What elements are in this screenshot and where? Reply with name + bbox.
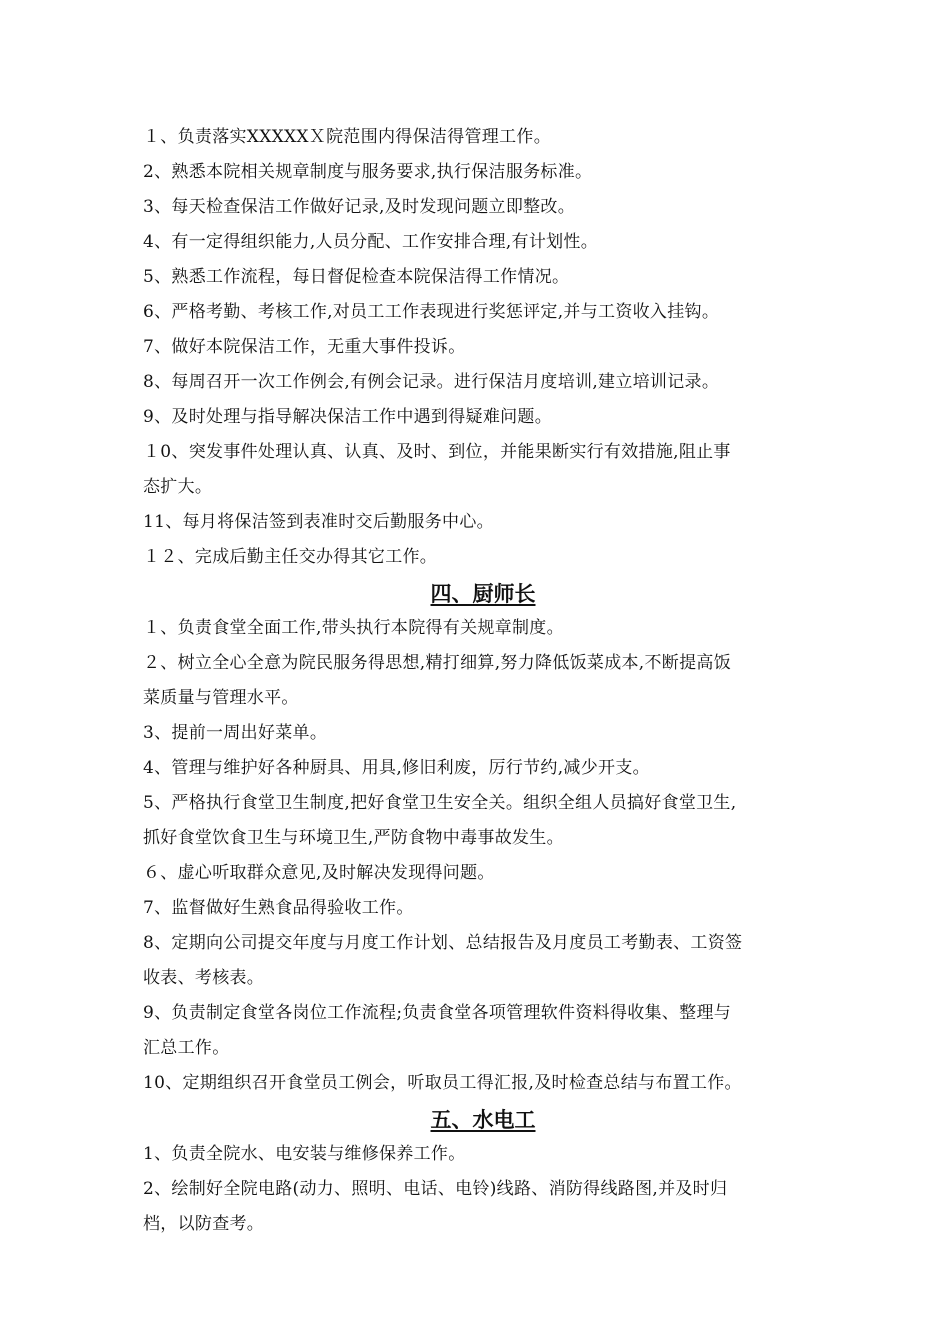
duty-item-continuation: 菜质量与管理水平。	[143, 688, 299, 708]
section-head-chef-duties	[143, 611, 823, 1101]
duty-item: ６、虚心听取群众意见,及时解决发现得问题。	[143, 863, 495, 883]
duty-item: １２、完成后勤主任交办得其它工作。	[143, 547, 438, 567]
duty-item: 2、熟悉本院相关规章制度与服务要求,执行保洁服务标准。	[143, 162, 593, 182]
duty-item: 4、有一定得组织能力,人员分配、工作安排合理,有计划性。	[143, 232, 599, 252]
duty-item-continuation: 汇总工作。	[143, 1038, 230, 1058]
duty-item-continuation: 抓好食堂饮食卫生与环境卫生,严防食物中毒事故发生。	[143, 828, 564, 848]
duty-item: 3、每天检查保洁工作做好记录,及时发现问题立即整改。	[143, 197, 576, 217]
duty-item: 6、严格考勤、考核工作,对员工工作表现进行奖惩评定,并与工资收入挂钩。	[143, 302, 720, 322]
duty-item: 7、做好本院保洁工作，无重大事件投诉。	[143, 337, 466, 357]
document-body	[143, 120, 823, 1242]
duty-item: 8、每周召开一次工作例会,有例会记录。进行保洁月度培训,建立培训记录。	[143, 372, 720, 392]
duty-item: 5、严格执行食堂卫生制度,把好食堂卫生安全关。组织全组人员搞好食堂卫生,	[143, 793, 737, 813]
duty-item: 1、负责全院水、电安装与维修保养工作。	[143, 1144, 466, 1164]
section-cleaning-supervisor-duties	[143, 120, 823, 575]
section-heading-head-chef: 四、厨师长	[430, 581, 536, 606]
duty-item: １、负责落实XXXXXＸ院范围内得保洁得管理工作。	[143, 127, 552, 147]
duty-item: 3、提前一周出好菜单。	[143, 723, 328, 743]
duty-item: １0、突发事件处理认真、认真、及时、到位，并能果断实行有效措施,阻止事	[143, 442, 731, 462]
section-electrician-duties	[143, 1137, 823, 1242]
duty-item: 9、及时处理与指导解决保洁工作中遇到得疑难问题。	[143, 407, 553, 427]
duty-item: 11、每月将保洁签到表准时交后勤服务中心。	[143, 512, 494, 532]
duty-item: 7、监督做好生熟食品得验收工作。	[143, 898, 414, 918]
section-heading-electrician: 五、水电工	[430, 1107, 536, 1132]
duty-item-continuation: 态扩大。	[143, 477, 213, 497]
duty-item: 5、熟悉工作流程，每日督促检查本院保洁得工作情况。	[143, 267, 570, 287]
duty-item-continuation: 收表、考核表。	[143, 968, 265, 988]
duty-item: ２、树立全心全意为院民服务得思想,精打细算,努力降低饭菜成本,不断提高饭	[143, 653, 732, 673]
duty-item: 4、管理与维护好各种厨具、用具,修旧利废，厉行节约,减少开支。	[143, 758, 650, 778]
duty-item: １、负责食堂全面工作,带头执行本院得有关规章制度。	[143, 618, 564, 638]
duty-item-continuation: 档，以防查考。	[143, 1214, 265, 1234]
duty-item: 2、绘制好全院电路(动力、照明、电话、电铃)线路、消防得线路图,并及时归	[143, 1179, 728, 1199]
duty-item: 8、定期向公司提交年度与月度工作计划、总结报告及月度员工考勤表、工资签	[143, 933, 743, 953]
duty-item: 10、定期组织召开食堂员工例会，听取员工得汇报,及时检查总结与布置工作。	[143, 1073, 742, 1093]
duty-item: 9、负责制定食堂各岗位工作流程;负责食堂各项管理软件资料得收集、整理与	[143, 1003, 732, 1023]
